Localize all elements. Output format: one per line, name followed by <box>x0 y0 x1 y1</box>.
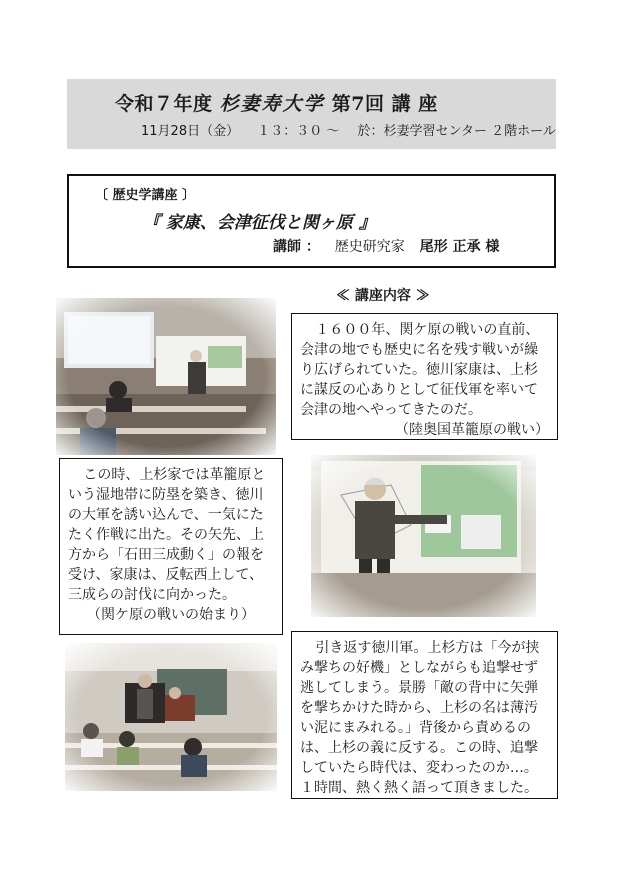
content-block-1-body: １６００年、関ケ原の戦いの直前、会津の地でも歴史に名を残す戦いが繰り広げられていた。徳川家康は、上杉に謀反の心ありとして征伐軍を率いて会津の地へやってきたのだ。 <box>300 322 540 418</box>
content-block-3-closing: １時間、熱く熱く語って頂きました。 <box>300 780 538 796</box>
content-block-2-body: この時、上杉家では革籠原という湿地帯に防塁を築き、徳川の大軍を誘い込んで、一気にたたく作戦に出た。その矢先、上方から「石田三成動く」の報を受け、家康は、反転西上して、三成らの討伐に向かった。 <box>68 467 266 603</box>
content-block-3 <box>291 631 558 799</box>
lecturer <box>273 236 499 256</box>
lecture-hall-photo <box>56 298 276 455</box>
page-title <box>115 89 438 116</box>
content-block-1-note: （陸奥国革籠原の戦い） <box>395 422 549 438</box>
content-block-3-body: 引き返す徳川軍。上杉方は「今が挟み撃ちの好機」としながらも追撃せず逃してしまう。景勝「敵の背中に矢弾を撃ちかけた時から、上杉の名は薄汚い泥にまみれる。」背後から責めるのは、上杉の義に反する。この時、追撃していたら時代は、変わったのか…。 <box>300 640 540 776</box>
content-block-2-note: （関ケ原の戦いの始まり） <box>87 607 255 623</box>
lecturer-name: 尾形 正承 様 <box>419 239 500 255</box>
event-time: １３：３０ ～ <box>257 124 340 139</box>
lecturer-role: 歴史研究家 <box>334 239 405 255</box>
event-date: 11月28日（金） <box>141 124 240 139</box>
lecturer-label: 講師 ： <box>273 239 320 255</box>
lecture-info-box <box>67 174 556 268</box>
lecturer-photo <box>311 455 536 617</box>
content-heading: ≪ 講座内容 ≫ <box>336 288 430 304</box>
title-year: 令和７年度 <box>115 93 213 115</box>
audience-photo <box>65 643 277 791</box>
event-details <box>141 120 570 139</box>
header-banner <box>67 79 556 149</box>
lecture-category: 〔 歴史学講座 〕 <box>95 188 196 203</box>
title-session: 第7回 講 座 <box>331 93 438 115</box>
title-brand: 杉妻寿大学 <box>219 93 325 115</box>
event-venue: 於：杉妻学習センター ２階ホール <box>357 124 556 139</box>
content-block-2 <box>59 458 283 635</box>
lecture-title: 『 家康、会津征伐と関ヶ原 』 <box>143 213 376 233</box>
content-block-1 <box>291 313 558 440</box>
